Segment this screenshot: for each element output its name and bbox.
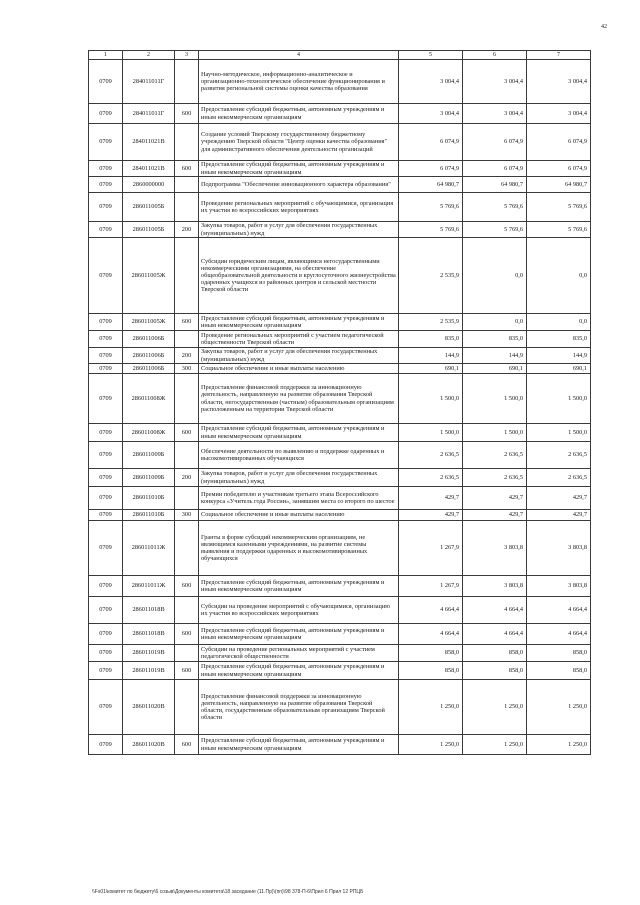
section-cell: 0709	[89, 104, 123, 124]
section-cell: 0709	[89, 487, 123, 510]
type-cell: 600	[175, 104, 199, 124]
value-col7-cell: 0,0	[527, 238, 591, 314]
code-cell: 286011018В	[123, 597, 175, 624]
value-col5-cell: 1 250,0	[399, 680, 463, 735]
type-cell: 600	[175, 424, 199, 442]
value-col6-cell: 1 250,0	[463, 735, 527, 755]
table-row	[89, 469, 591, 487]
file-path-footer: \\Fs01\комитет по бюджету\6 созыв\Документы комитета\18 заседание (11.Пр)\(пп)\98 378-П-6\Прил 6 Прил 12 РПЦБ	[92, 889, 364, 895]
name-cell: Предоставление субсидий бюджетным, автономным учреждениям и иным некоммерческим организациям	[199, 662, 399, 680]
value-col7-cell: 3 004,4	[527, 104, 591, 124]
value-col5-cell: 858,0	[399, 645, 463, 662]
table-row	[89, 161, 591, 177]
type-cell	[175, 60, 199, 104]
code-cell: 286011018В	[123, 624, 175, 645]
value-col6-cell: 429,7	[463, 510, 527, 521]
name-cell: Субсидии на проведение региональных мероприятий с участием педагогической общественности	[199, 645, 399, 662]
value-col6-cell: 858,0	[463, 645, 527, 662]
name-cell: Предоставление субсидий бюджетным, автономным учреждениям и иным некоммерческим организациям	[199, 624, 399, 645]
name-cell: Закупка товаров, работ и услуг для обеспечения государственных (муниципальных) нужд	[199, 348, 399, 364]
value-col5-cell: 3 004,4	[399, 104, 463, 124]
value-col6-cell: 2 636,5	[463, 469, 527, 487]
value-col5-cell: 6 074,9	[399, 124, 463, 161]
section-cell: 0709	[89, 624, 123, 645]
section-cell: 0709	[89, 510, 123, 521]
value-col6-cell: 1 500,0	[463, 424, 527, 442]
table-row	[89, 662, 591, 680]
table-row	[89, 487, 591, 510]
code-cell: 286011009Б	[123, 469, 175, 487]
type-cell: 200	[175, 348, 199, 364]
section-cell: 0709	[89, 222, 123, 238]
section-cell: 0709	[89, 469, 123, 487]
type-cell: 300	[175, 510, 199, 521]
value-col6-cell: 3 004,4	[463, 60, 527, 104]
code-cell: 286011006Б	[123, 364, 175, 374]
type-cell: 600	[175, 662, 199, 680]
value-col6-cell: 858,0	[463, 662, 527, 680]
value-col7-cell: 1 250,0	[527, 680, 591, 735]
code-cell: 284011011Г	[123, 104, 175, 124]
name-cell: Подпрограмма "Обеспечение инновационного характера образования"	[199, 177, 399, 193]
header-row	[89, 51, 591, 60]
value-col6-cell: 1 500,0	[463, 374, 527, 424]
value-col6-cell: 0,0	[463, 314, 527, 331]
section-cell: 0709	[89, 193, 123, 222]
type-cell: 600	[175, 624, 199, 645]
section-cell: 0709	[89, 662, 123, 680]
value-col6-cell: 0,0	[463, 238, 527, 314]
section-cell: 0709	[89, 680, 123, 735]
type-cell	[175, 193, 199, 222]
value-col5-cell: 4 664,4	[399, 624, 463, 645]
type-cell: 200	[175, 222, 199, 238]
value-col6-cell: 2 636,5	[463, 442, 527, 469]
value-col7-cell: 1 500,0	[527, 424, 591, 442]
value-col5-cell: 2 636,5	[399, 469, 463, 487]
name-cell: Субсидии юридическим лицам, являющимся негосударственными некоммерческими организациями, на обеспечение общеобразовательной деятельности в круглосуточного жизнеустройства одаренных учащихся из районных центров и сельской местности Тверской области	[199, 238, 399, 314]
value-col5-cell: 1 267,9	[399, 576, 463, 597]
code-cell: 286011005Б	[123, 222, 175, 238]
value-col5-cell: 5 769,6	[399, 222, 463, 238]
column-header: 3	[175, 51, 199, 60]
value-col7-cell: 3 803,8	[527, 576, 591, 597]
value-col6-cell: 4 664,4	[463, 597, 527, 624]
value-col6-cell: 6 074,9	[463, 124, 527, 161]
value-col6-cell: 4 664,4	[463, 624, 527, 645]
value-col7-cell: 4 664,4	[527, 597, 591, 624]
value-col6-cell: 690,1	[463, 364, 527, 374]
column-header: 1	[89, 51, 123, 60]
value-col5-cell: 1 267,9	[399, 521, 463, 576]
value-col7-cell: 2 636,5	[527, 469, 591, 487]
value-col7-cell: 858,0	[527, 662, 591, 680]
column-header: 4	[199, 51, 399, 60]
type-cell: 300	[175, 364, 199, 374]
value-col5-cell: 2 535,9	[399, 238, 463, 314]
code-cell: 286011008Ж	[123, 374, 175, 424]
value-col5-cell: 64 980,7	[399, 177, 463, 193]
name-cell: Научно-методическое, информационно-аналитическое и организационно-технологическое обеспечение функционирования и развития региональной системы оценки качества образования	[199, 60, 399, 104]
type-cell	[175, 680, 199, 735]
value-col5-cell: 690,1	[399, 364, 463, 374]
type-cell	[175, 597, 199, 624]
value-col7-cell: 64 980,7	[527, 177, 591, 193]
table-row	[89, 348, 591, 364]
name-cell: Проведение региональных мероприятий с обучающимися, организация их участия во всероссийских мероприятиях	[199, 193, 399, 222]
column-header: 6	[463, 51, 527, 60]
table-row	[89, 442, 591, 469]
section-cell: 0709	[89, 521, 123, 576]
type-cell	[175, 177, 199, 193]
value-col5-cell: 1 250,0	[399, 735, 463, 755]
value-col6-cell: 3 803,8	[463, 521, 527, 576]
code-cell: 284011021В	[123, 124, 175, 161]
type-cell	[175, 331, 199, 348]
code-cell: 286011020В	[123, 680, 175, 735]
name-cell: Предоставление субсидий бюджетным, автономным учреждениям и иным некоммерческим организациям	[199, 576, 399, 597]
name-cell: Закупка товаров, работ и услуг для обеспечения государственных (муниципальных) нужд	[199, 469, 399, 487]
name-cell: Закупка товаров, работ и услуг для обеспечения государственных (муниципальных) нужд	[199, 222, 399, 238]
type-cell	[175, 374, 199, 424]
table-row	[89, 510, 591, 521]
type-cell	[175, 521, 199, 576]
section-cell: 0709	[89, 597, 123, 624]
type-cell: 600	[175, 161, 199, 177]
code-cell: 286011010Б	[123, 487, 175, 510]
value-col5-cell: 144,9	[399, 348, 463, 364]
name-cell: Создание условий Тверскому государственному бюджетному учреждению Тверской области "Центр оценки качества образования" для административного обеспечения деятельности организаций	[199, 124, 399, 161]
table-row	[89, 124, 591, 161]
name-cell: Социальное обеспечение и иные выплаты населению	[199, 510, 399, 521]
value-col7-cell: 429,7	[527, 487, 591, 510]
value-col5-cell: 858,0	[399, 662, 463, 680]
value-col7-cell: 4 664,4	[527, 624, 591, 645]
value-col6-cell: 6 074,9	[463, 161, 527, 177]
value-col6-cell: 3 004,4	[463, 104, 527, 124]
value-col5-cell: 1 500,0	[399, 374, 463, 424]
section-cell: 0709	[89, 735, 123, 755]
value-col7-cell: 5 769,6	[527, 222, 591, 238]
value-col5-cell: 835,0	[399, 331, 463, 348]
name-cell: Предоставление финансовой поддержки за инновационную деятельность, направленную на развитие образования Тверской области, государственным образовательным организациям Тверской области	[199, 680, 399, 735]
section-cell: 0709	[89, 364, 123, 374]
code-cell: 286011019В	[123, 662, 175, 680]
section-cell: 0709	[89, 424, 123, 442]
code-cell: 286011011Ж	[123, 576, 175, 597]
value-col7-cell: 858,0	[527, 645, 591, 662]
table-row	[89, 364, 591, 374]
value-col7-cell: 690,1	[527, 364, 591, 374]
value-col5-cell: 429,7	[399, 510, 463, 521]
value-col6-cell: 144,9	[463, 348, 527, 364]
name-cell: Предоставление финансовой поддержки за инновационную деятельность, направленную на развитие образования Тверской области, негосударственным (частным) образовательным организациям расположенным на территории Тверской области	[199, 374, 399, 424]
type-cell	[175, 442, 199, 469]
value-col5-cell: 2 535,9	[399, 314, 463, 331]
table-row	[89, 576, 591, 597]
code-cell: 286011005Ж	[123, 238, 175, 314]
code-cell: 286011008Ж	[123, 424, 175, 442]
code-cell: 284011011Г	[123, 60, 175, 104]
type-cell	[175, 487, 199, 510]
section-cell: 0709	[89, 314, 123, 331]
section-cell: 0709	[89, 60, 123, 104]
value-col6-cell: 3 803,8	[463, 576, 527, 597]
section-cell: 0709	[89, 374, 123, 424]
value-col5-cell: 1 500,0	[399, 424, 463, 442]
value-col7-cell: 2 636,5	[527, 442, 591, 469]
table-row	[89, 624, 591, 645]
code-cell: 284011021В	[123, 161, 175, 177]
code-cell: 286011005Ж	[123, 314, 175, 331]
value-col7-cell: 429,7	[527, 510, 591, 521]
section-cell: 0709	[89, 645, 123, 662]
table-row	[89, 645, 591, 662]
value-col7-cell: 1 500,0	[527, 374, 591, 424]
type-cell	[175, 238, 199, 314]
table-row	[89, 238, 591, 314]
type-cell: 600	[175, 735, 199, 755]
value-col7-cell: 6 074,9	[527, 124, 591, 161]
code-cell: 286011005Б	[123, 193, 175, 222]
section-cell: 0709	[89, 442, 123, 469]
value-col5-cell: 4 664,4	[399, 597, 463, 624]
name-cell: Премии победителю и участникам третьего этапа Всероссийского конкурса «Учитель года России», занявшим места со второго по шестое	[199, 487, 399, 510]
column-header: 7	[527, 51, 591, 60]
value-col6-cell: 5 769,6	[463, 193, 527, 222]
table-row	[89, 680, 591, 735]
name-cell: Проведение региональных мероприятий с участием педагогической общественности Тверской области	[199, 331, 399, 348]
value-col7-cell: 1 250,0	[527, 735, 591, 755]
column-header: 2	[123, 51, 175, 60]
section-cell: 0709	[89, 177, 123, 193]
value-col5-cell: 5 769,6	[399, 193, 463, 222]
name-cell: Предоставление субсидий бюджетным, автономным учреждениям и иным некоммерческим организациям	[199, 735, 399, 755]
code-cell: 286011009Б	[123, 442, 175, 469]
page-number: 42	[601, 24, 607, 30]
code-cell: 286011006Б	[123, 331, 175, 348]
section-cell: 0709	[89, 124, 123, 161]
table-row	[89, 104, 591, 124]
type-cell	[175, 645, 199, 662]
table-row	[89, 314, 591, 331]
code-cell: 286011011Ж	[123, 521, 175, 576]
value-col6-cell: 835,0	[463, 331, 527, 348]
table-row	[89, 597, 591, 624]
section-cell: 0709	[89, 238, 123, 314]
value-col7-cell: 0,0	[527, 314, 591, 331]
name-cell: Предоставление субсидий бюджетным, автономным учреждениям и иным некоммерческим организациям	[199, 104, 399, 124]
code-cell: 2860000000	[123, 177, 175, 193]
code-cell: 286011019В	[123, 645, 175, 662]
code-cell: 286011006Б	[123, 348, 175, 364]
code-cell: 286011010Б	[123, 510, 175, 521]
value-col5-cell: 2 636,5	[399, 442, 463, 469]
value-col6-cell: 429,7	[463, 487, 527, 510]
table-row	[89, 424, 591, 442]
table-row	[89, 222, 591, 238]
name-cell: Субсидии на проведение мероприятий с обучающимися, организацию их участия во всероссийских мероприятиях	[199, 597, 399, 624]
value-col7-cell: 3 004,4	[527, 60, 591, 104]
name-cell: Социальное обеспечение и иные выплаты населению	[199, 364, 399, 374]
table-row	[89, 735, 591, 755]
column-header: 5	[399, 51, 463, 60]
name-cell: Гранты в форме субсидий некоммерческим организациям, не являющимся казенными учреждениями, на развитие системы выявления и поддержки одаренных и высокомотивированных обучающихся	[199, 521, 399, 576]
section-cell: 0709	[89, 576, 123, 597]
value-col7-cell: 835,0	[527, 331, 591, 348]
table-row	[89, 521, 591, 576]
table-row	[89, 193, 591, 222]
table-row	[89, 177, 591, 193]
type-cell: 600	[175, 314, 199, 331]
name-cell: Предоставление субсидий бюджетным, автономным учреждениям и иным некоммерческим организациям	[199, 161, 399, 177]
table-row	[89, 374, 591, 424]
value-col7-cell: 5 769,6	[527, 193, 591, 222]
value-col5-cell: 6 074,9	[399, 161, 463, 177]
value-col7-cell: 144,9	[527, 348, 591, 364]
budget-table	[88, 50, 591, 755]
section-cell: 0709	[89, 348, 123, 364]
name-cell: Предоставление субсидий бюджетным, автономным учреждениям и иным некоммерческим организациям	[199, 424, 399, 442]
section-cell: 0709	[89, 161, 123, 177]
name-cell: Обеспечение деятельности по выявлению и поддержке одаренных и высокомотивированных обучающихся	[199, 442, 399, 469]
value-col6-cell: 1 250,0	[463, 680, 527, 735]
code-cell: 286011020В	[123, 735, 175, 755]
value-col5-cell: 429,7	[399, 487, 463, 510]
value-col6-cell: 64 980,7	[463, 177, 527, 193]
type-cell	[175, 124, 199, 161]
type-cell: 200	[175, 469, 199, 487]
section-cell: 0709	[89, 331, 123, 348]
value-col7-cell: 6 074,9	[527, 161, 591, 177]
type-cell: 600	[175, 576, 199, 597]
value-col5-cell: 3 004,4	[399, 60, 463, 104]
value-col6-cell: 5 769,6	[463, 222, 527, 238]
value-col7-cell: 3 803,8	[527, 521, 591, 576]
name-cell: Предоставление субсидий бюджетным, автономным учреждениям и иным некоммерческим организациям	[199, 314, 399, 331]
table-row	[89, 331, 591, 348]
table-row	[89, 60, 591, 104]
